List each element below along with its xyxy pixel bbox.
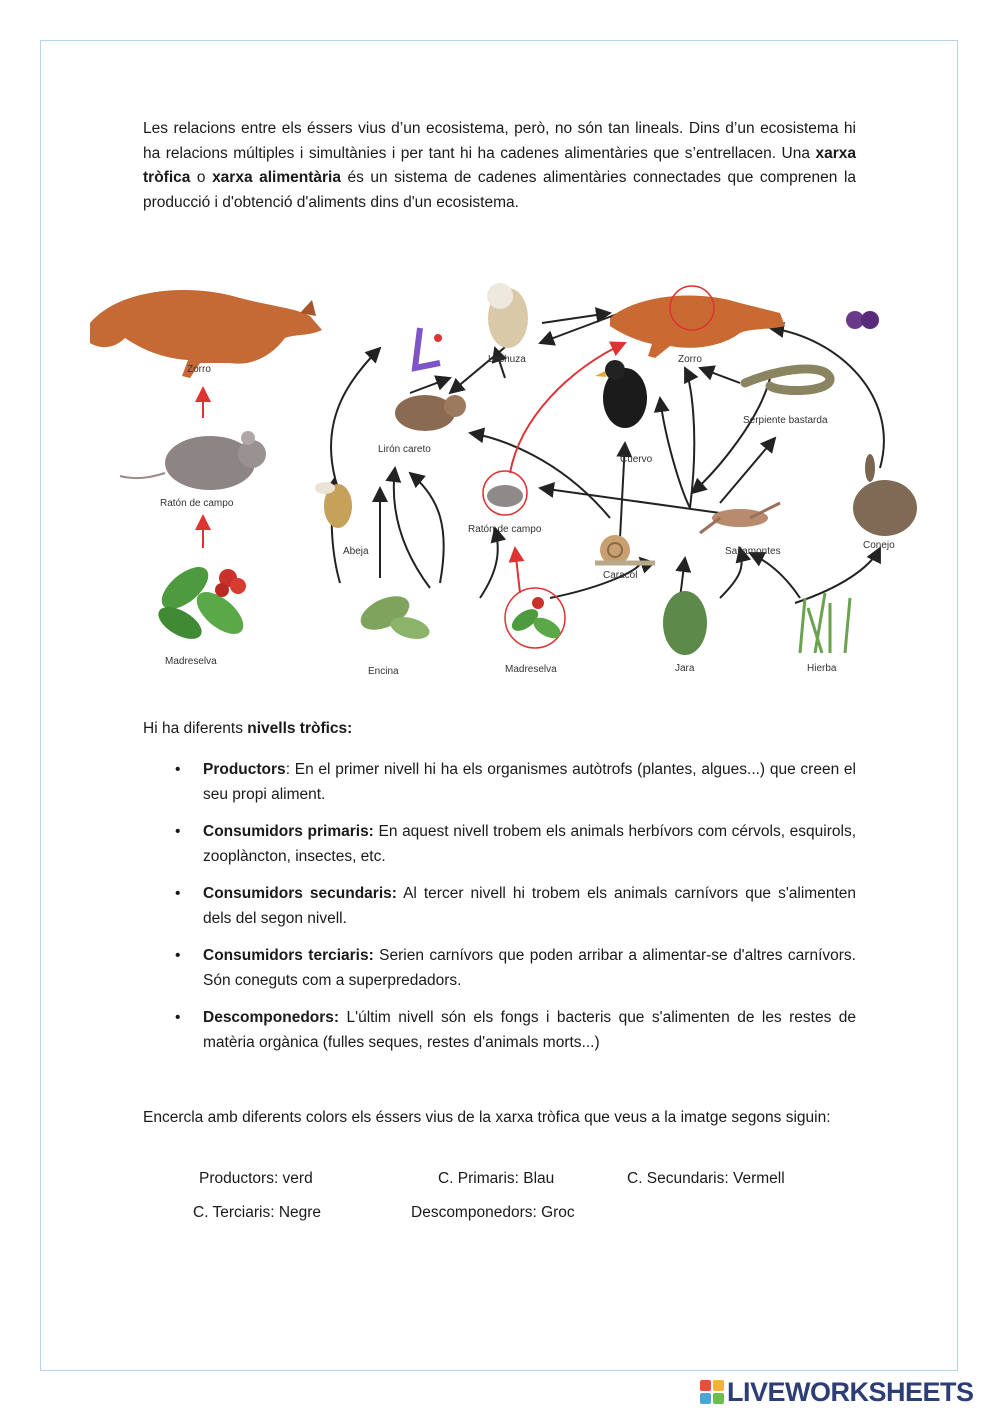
bullet-icon: • (175, 1009, 181, 1026)
legend-secundaris: C. Secundaris: Vermell (627, 1170, 785, 1187)
fox-illustration-web (610, 286, 785, 358)
label-caracol: Caracol (603, 570, 638, 581)
legend-productors: Productors: verd (199, 1170, 313, 1187)
label-hierba: Hierba (807, 663, 837, 674)
term-xarxa-trofica: xarxa tròfica (143, 144, 856, 186)
red-arrow-plant-mouse (515, 548, 520, 593)
honeysuckle-illustration-left (153, 559, 250, 645)
bullet-icon: • (175, 761, 181, 778)
label-chain-raton: Ratón de campo (160, 498, 234, 509)
legend-terciaris: C. Terciaris: Negre (193, 1204, 322, 1221)
label-chain-madreselva: Madreselva (165, 656, 217, 667)
brand-name: LIVEWORKSHEETS (727, 1376, 974, 1407)
bullet-icon: • (175, 823, 181, 840)
list-item: • Descomponedors: L'últim nivell són els fongs i bacteris que s'alimenten de les restes de matèria orgànica (fulles seques, restes d'animals morts...) (175, 1006, 856, 1055)
snail-illustration (595, 535, 655, 565)
rabbit-illustration (853, 454, 917, 536)
intro-paragraph: Les relacions entre els éssers vius d’un ecosistema, però, no són tan lineals. Dins d’un ecosistema hi ha relacions múltiples i simultànies i per tant hi ha cadenes alimentàries que s’entrellacen. Una xarxa tròfica o xarxa alimentària és un sistema de cadenes alimentàries connectades que comprenen la producció i d'obtenció d'aliments dins d'un ecosistema. (143, 120, 857, 211)
legend-primaris: C. Primaris: Blau (438, 1170, 555, 1187)
label-zorro: Zorro (678, 354, 702, 365)
bullet-icon: • (175, 885, 181, 902)
bee-illustration (315, 482, 352, 528)
term-xarxa-alimentaria: xarxa alimentària (212, 169, 341, 186)
label-abeja: Abeja (343, 546, 369, 557)
list-item: • Consumidors primaris: En aquest nivell trobem els animals herbívors com cérvols, esquirols, zooplàncton, insectes, etc. (175, 820, 856, 869)
levels-intro: Hi ha diferents nivells tròfics: (143, 720, 353, 737)
label-madreselva: Madreselva (505, 664, 557, 675)
liveworksheets-brand (700, 1376, 974, 1408)
legend-descomponedors: Descomponedors: Groc (411, 1204, 575, 1221)
label-serpiente: Serpiente bastarda (743, 415, 828, 426)
label-raton: Ratón de campo (468, 524, 542, 535)
liveworksheets-logo-icon (700, 1380, 724, 1404)
label-lechuza: Lechuza (488, 354, 526, 365)
label-jara: Jara (675, 663, 695, 674)
crow-illustration (595, 360, 647, 428)
list-item: • Productors: En el primer nivell hi ha els organismes autòtrofs (plantes, algues...) que creen el seu propi aliment. (175, 758, 856, 807)
grass-illustration (800, 593, 850, 653)
list-item: • Consumidors terciaris: Serien carnívors que poden arribar a alimentar-se d'altres carnívors. Són coneguts com a superpredadors. (175, 944, 856, 993)
dormouse-illustration (395, 395, 466, 431)
list-item: • Consumidors secundaris: Al tercer nivell hi trobem els animals carnívors que s'alimenten dels del segon nivell. (175, 882, 856, 931)
label-encina: Encina (368, 666, 399, 677)
label-conejo: Conejo (863, 540, 895, 551)
food-web-illustration (80, 268, 940, 688)
trophic-levels-list (175, 758, 856, 1068)
label-cuervo: Cuervo (620, 454, 653, 465)
food-web-diagram (80, 268, 940, 688)
honeysuckle-illustration-web (505, 588, 565, 648)
grasshopper-illustration (700, 503, 780, 533)
label-liron: Lirón careto (378, 444, 431, 455)
rockrose-illustration (663, 591, 707, 655)
label-saltamontes: Saltamontes (725, 546, 781, 557)
task-instruction: Encercla amb diferents colors els éssers vius de la xarxa tròfica que veus a la imatge segons siguin: (143, 1109, 831, 1126)
field-mouse-illustration (483, 471, 527, 515)
snake-illustration (745, 369, 830, 391)
mouse-illustration-left (120, 431, 266, 490)
owl-illustration (487, 283, 528, 348)
label-chain-zorro: Zorro (187, 364, 211, 375)
bullet-icon: • (175, 947, 181, 964)
holm-oak-illustration (356, 589, 432, 643)
